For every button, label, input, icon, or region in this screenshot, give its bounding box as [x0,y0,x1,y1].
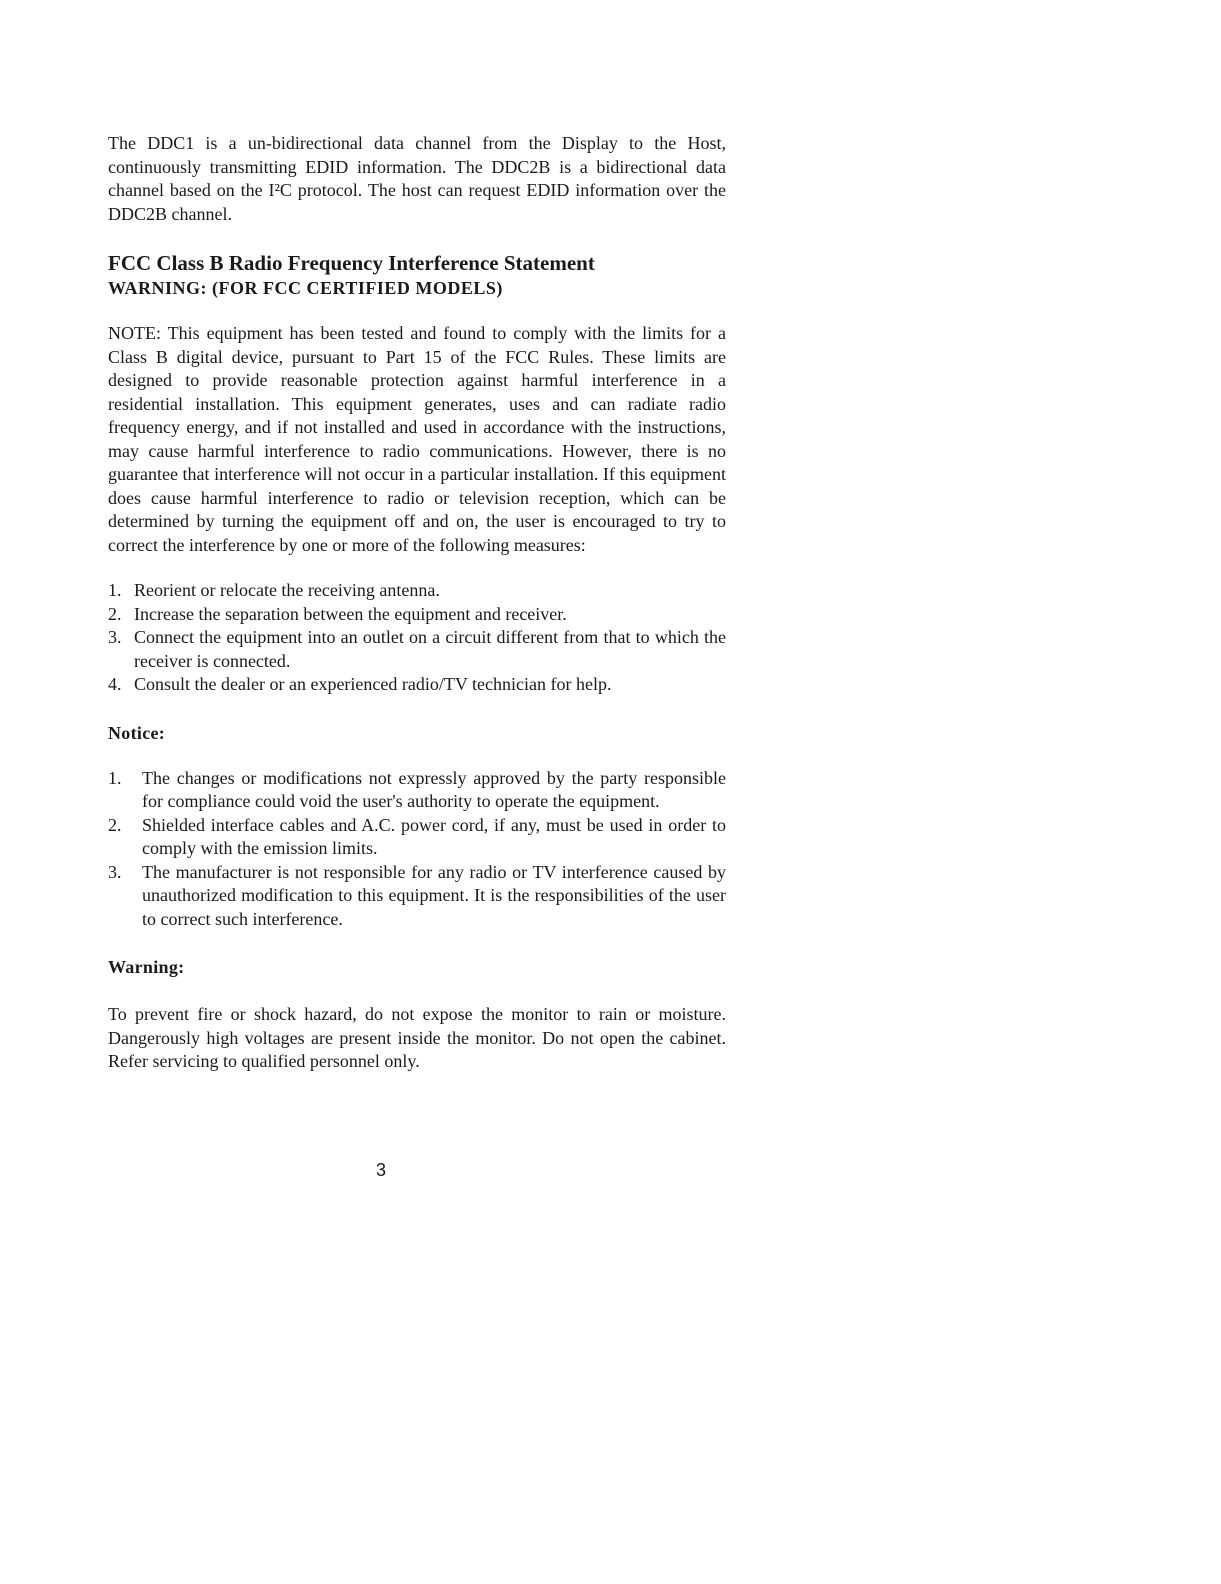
list-item-number: 1. [108,580,122,600]
fcc-measures-list [108,579,726,697]
page-number: 3 [376,1160,387,1180]
fcc-note-paragraph: NOTE: This equipment has been tested and found to comply with the limits for a Class B digital device, pursuant to Part 15 of the FCC Rules. These limits are designed to provide reasonable protection against harmful interference in a residential installation. This equipment generates, uses and can radiate radio frequency energy, and if not installed and used in accordance with the instructions, may cause harmful interference to radio communications. However, there is no guarantee that interference will not occur in a particular installation. If this equipment does cause harmful interference to radio or television reception, which can be determined by turning the equipment off and on, the user is encouraged to try to correct the interference by one or more of the following measures: [108,323,726,555]
list-item-number: 4. [108,674,122,694]
list-item [108,626,726,673]
list-item [108,767,726,814]
intro-paragraph: The DDC1 is a un-bidirectional data channel from the Display to the Host, continuously transmitting EDID information. The DDC2B is a bidirectional data channel based on the I²C protocol. The host can request EDID information over the DDC2B channel. [108,133,726,224]
fcc-warning-subtitle: WARNING: (FOR FCC CERTIFIED MODELS) [108,278,503,298]
list-item-number: 2. [108,603,122,624]
warning-paragraph: To prevent fire or shock hazard, do not expose the monitor to rain or moisture. Dangerously high voltages are present inside the monitor. Do not open the cabinet. Refer servicing to qualified personnel only. [108,1004,726,1071]
list-item-number: 2. [108,814,122,835]
document-page [108,132,726,1074]
list-item-number: 3. [108,861,122,882]
list-item [108,579,726,603]
list-item-text: The changes or modifications not expressly approved by the party responsible for compliance could void the user's authority to operate the equipment. [142,767,726,811]
list-item-text: Consult the dealer or an experienced radio/TV technician for help. [134,674,612,694]
fcc-statement-title: FCC Class B Radio Frequency Interference Statement [108,251,595,275]
list-item-text: Shielded interface cables and A.C. power cord, if any, must be used in order to comply with the emission limits. [142,814,726,858]
list-item [108,673,726,697]
list-item-number: 3. [108,627,122,647]
list-item [108,603,726,627]
warning-heading: Warning: [108,957,185,977]
list-item-text: Increase the separation between the equipment and receiver. [134,603,567,624]
notice-list [108,767,726,932]
notice-heading: Notice: [108,722,166,743]
list-item [108,814,726,861]
list-item [108,861,726,932]
list-item-number: 1. [108,767,122,788]
list-item-text: Connect the equipment into an outlet on a circuit different from that to which the receiver is connected. [134,627,726,671]
list-item-text: The manufacturer is not responsible for any radio or TV interference caused by unauthorized modification to this equipment. It is the responsibilities of the user to correct such interference. [142,861,726,929]
list-item-text: Reorient or relocate the receiving antenna. [134,580,440,600]
